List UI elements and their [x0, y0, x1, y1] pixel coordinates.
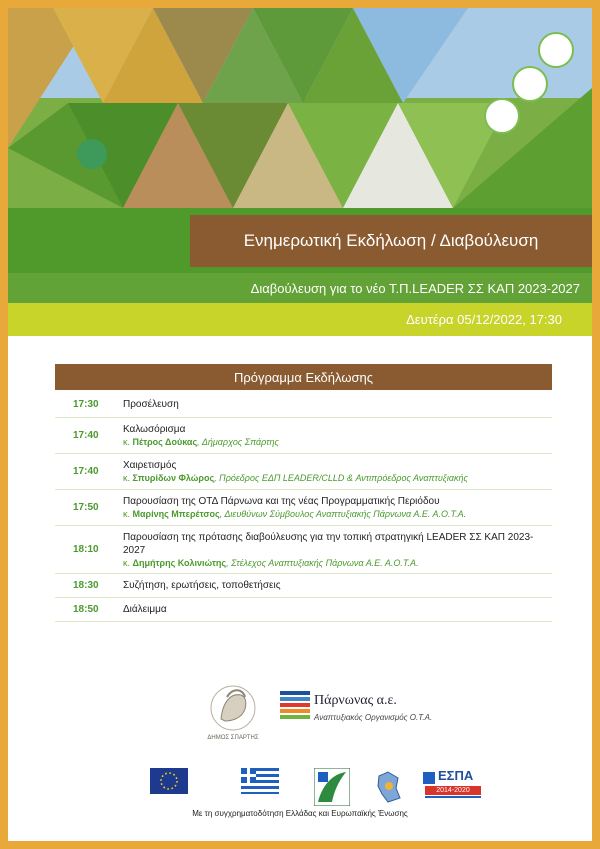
program-speaker [123, 557, 552, 569]
program-row [55, 526, 552, 574]
eu-flag-logo [150, 768, 188, 808]
speaker-name: Δημήτρης Κολινιώτης [132, 557, 227, 568]
program-content [123, 392, 552, 417]
sparti-logo-text: ΔΗΜΟΣ ΣΠΑΡΤΗΣ [207, 735, 259, 741]
poster [8, 8, 592, 841]
region-map-icon [374, 768, 404, 806]
program-time: 18:10 [73, 544, 99, 555]
program-row [55, 392, 552, 418]
program-content [123, 418, 552, 453]
program-time: 17:40 [73, 466, 99, 477]
espa-title: ΕΣΠΑ [438, 768, 474, 783]
greek-flag-logo [241, 768, 279, 808]
program-content [123, 454, 552, 489]
program-row [55, 454, 552, 490]
parnon-stripes-icon [280, 691, 310, 723]
program-title: Πρόγραμμα Εκδήλωσης [55, 364, 552, 390]
event-title: Ενημερωτική Εκδήλωση / Διαβούλευση [190, 215, 592, 267]
program-row [55, 490, 552, 526]
hero-collage [8, 8, 592, 273]
event-subtitle: Διαβούλευση για το νέο Τ.Π.LEADER ΣΣ ΚΑΠ 2023-2027 [8, 273, 592, 303]
program-item-title: Διάλειμμα [123, 604, 167, 615]
program-content [123, 574, 552, 597]
organizer-logos [8, 673, 592, 743]
event-date: Δευτέρα 05/12/2022, 17:30 [8, 303, 592, 336]
speaker-role: , Πρόεδρος ΕΔΠ LEADER/CLLD & Αντιπρόεδρος Αναπτυξιακής [214, 473, 468, 483]
program-schedule [55, 392, 552, 622]
program-content [123, 526, 552, 573]
program-time: 18:30 [73, 580, 99, 591]
program-row [55, 418, 552, 454]
parnon-name: Πάρνωνας α.ε. [314, 693, 397, 708]
greek-flag-icon [241, 768, 279, 794]
program-row [55, 574, 552, 598]
program-speaker [123, 436, 552, 448]
speaker-name: Μαρίνης Μπερέτσος [132, 509, 220, 519]
speaker-name: Πέτρος Δούκας [132, 437, 198, 447]
region-logo [374, 768, 404, 808]
eu-flag-icon [150, 768, 188, 794]
program-content [123, 490, 552, 525]
espa-logo [423, 768, 483, 808]
program-content [123, 598, 552, 621]
speaker-prefix: κ. [123, 437, 133, 447]
speaker-role: , Στέλεχος Αναπτυξιακής Πάρνωνα Α.Ε. Α.Ο.Τ.Α. [226, 557, 419, 568]
espa-years: 2014-2020 [425, 786, 481, 795]
parnon-description: Αναπτυξιακός Οργανισμός Ο.Τ.Α. [314, 713, 433, 722]
program-speaker [123, 472, 552, 484]
espa-mark-icon [423, 772, 435, 784]
sparti-emblem-icon [203, 673, 263, 743]
speaker-role: , Διευθύνων Σύμβουλος Αναπτυξιακής Πάρνωνα Α.Ε. Α.Ο.Τ.Α. [219, 509, 467, 519]
cofunding-statement: Με τη συγχρηματοδότηση Ελλάδας και Ευρωπαϊκής Ένωσης [192, 809, 408, 818]
parnon-logo [280, 691, 480, 731]
program-time: 17:40 [73, 430, 99, 441]
funding-logos [8, 768, 592, 808]
program-time: 18:50 [73, 604, 99, 615]
leader-logo [314, 768, 350, 808]
program-speaker [123, 508, 552, 520]
program-item-title: Παρουσίαση της ΟΤΔ Πάρνωνα και της νέας Προγραμματικής Περιόδου [123, 496, 440, 507]
speaker-name: Σπυρίδων Φλώρος [132, 473, 215, 483]
program-item-title: Παρουσίαση της πρότασης διαβούλευσης για την τοπική στρατηγική LEADER ΣΣ ΚΑΠ 2023- 2027 [123, 531, 534, 556]
speaker-role: , Δήμαρχος Σπάρτης [197, 437, 279, 447]
leader-icon [314, 768, 350, 806]
speaker-prefix: κ. [123, 509, 133, 519]
speaker-prefix: κ. [123, 473, 133, 483]
sparti-municipality-logo [203, 673, 263, 743]
espa-underline [425, 796, 481, 798]
program-item-title: Χαιρετισμός [123, 460, 177, 471]
program-time: 17:50 [73, 502, 99, 513]
program-item-title: Συζήτηση, ερωτήσεις, τοποθετήσεις [123, 580, 281, 591]
program-item-title: Καλωσόρισμα [123, 424, 186, 435]
speaker-prefix: κ. [123, 557, 133, 568]
program-item-title: Προσέλευση [123, 399, 179, 410]
program-time: 17:30 [73, 399, 99, 410]
program-row [55, 598, 552, 622]
